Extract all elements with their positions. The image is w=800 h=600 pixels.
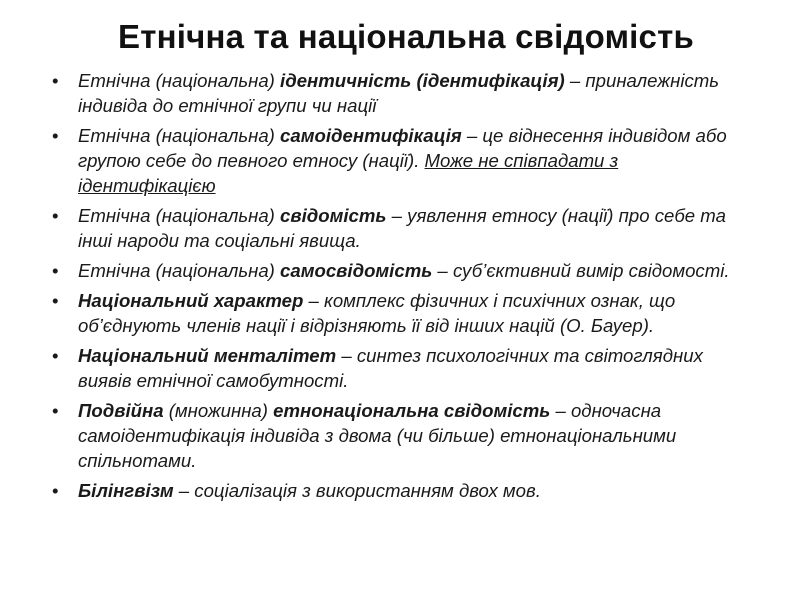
term: Білінгвізм <box>78 480 174 501</box>
bullet-icon: • <box>52 70 59 91</box>
bullet-icon: • <box>52 290 59 311</box>
bullet-icon: • <box>52 125 59 146</box>
bullet-item: • Етнічна (національна) самосвідомість – суб’єктивний вимір свідомості. <box>52 260 730 281</box>
term: етнонаціональна свідомість <box>273 400 551 421</box>
term: самосвідомість <box>280 260 433 281</box>
bullet-item: • Білінгвізм – соціалізація з використанням двох мов. <box>52 480 541 501</box>
bullet-icon: • <box>52 345 59 366</box>
bullet-icon: • <box>52 205 59 226</box>
bullet-item: • Національний характер – комплекс фізичних і психічних ознак, що об’єднують членів нації і відрізняють її від інших націй (О. Бауер). <box>52 290 676 336</box>
bullet-icon: • <box>52 480 59 501</box>
bullet-item: • Етнічна (національна) ідентичність (ідентифікація) – приналежність індивіда до етнічної групи чи нації <box>52 70 720 116</box>
bullet-item: • Етнічна (національна) свідомість – уявлення етносу (нації) про себе та інші народи та соціальні явища. <box>52 205 726 251</box>
bullet-item: • Національний менталітет – синтез психологічних та світоглядних виявів етнічної самобутності. <box>52 345 703 391</box>
term: Національний менталітет <box>78 345 337 366</box>
bullet-icon: • <box>52 260 59 281</box>
underlined-note: Може не співпадати з ідентифікацією <box>78 150 619 196</box>
bullet-item: • Етнічна (національна) самоідентифікація – це віднесення індивідом або групою себе до певного етносу (нації). Може не співпадати з ідентифікацією <box>52 125 727 196</box>
slide-title: Етнічна та національна свідомість <box>118 18 694 55</box>
bullet-item: • Подвійна (множинна) етнонаціональна свідомість – одночасна самоідентифікація індивіда з двома (чи більше) етнонаціональними спільнотами. <box>52 400 677 471</box>
bullet-list <box>52 68 760 503</box>
term: Національний характер <box>78 290 304 311</box>
term: Подвійна <box>78 400 164 421</box>
bullet-icon: • <box>52 400 59 421</box>
term: ідентичність (ідентифікація) <box>280 70 565 91</box>
term: свідомість <box>280 205 387 226</box>
term: самоідентифікація <box>280 125 462 146</box>
